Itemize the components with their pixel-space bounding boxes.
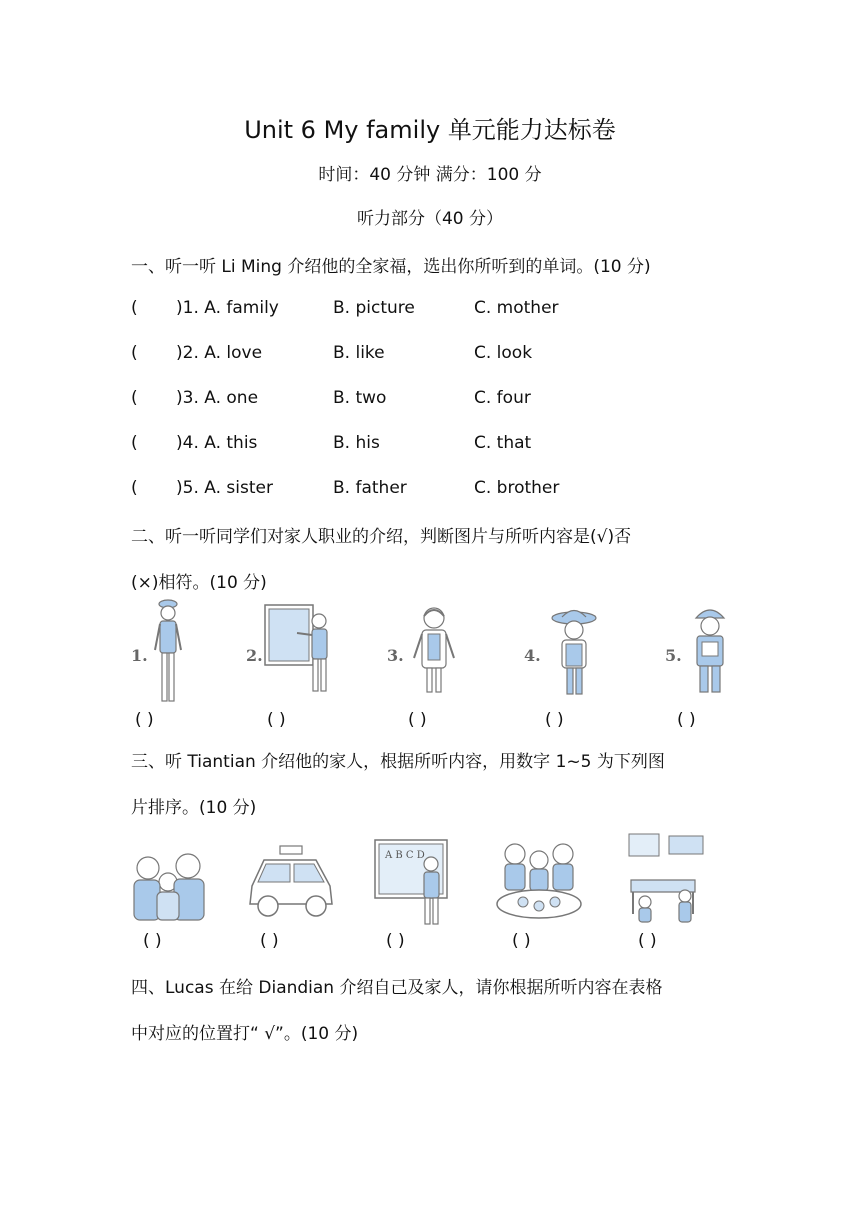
option-c: C. four <box>474 388 531 408</box>
section1-heading: 一、听一听 Li Ming 介绍他的全家福，选出你所听到的单词。(10 分) <box>131 257 651 277</box>
section4-heading-line1: 四、Lucas 在给 Diandian 介绍自己及家人，请你根据所听内容在表格 <box>131 978 663 998</box>
option-c: C. look <box>474 343 533 363</box>
section3-heading-line1: 三、听 Tiantian 介绍他的家人，根据所听内容，用数字 1~5 为下列图 <box>131 752 665 772</box>
option-a: )2. A. love <box>176 343 263 363</box>
option-b: B. picture <box>333 298 415 318</box>
answer-blank[interactable]: ( ) <box>512 931 531 951</box>
police-officer-icon <box>150 598 186 708</box>
part-title: 听力部分（40 分） <box>356 209 504 229</box>
worker-with-helmet-icon <box>686 602 734 698</box>
option-c: C. mother <box>474 298 559 318</box>
teacher-at-board-icon <box>263 603 335 698</box>
page-title: Unit 6 My family 单元能力达标卷 <box>244 116 616 144</box>
section4-heading-line2: 中对应的位置打“ √”。(10 分) <box>131 1024 359 1044</box>
option-b: B. father <box>333 478 407 498</box>
answer-blank[interactable]: ( <box>131 298 138 318</box>
option-a: )5. A. sister <box>176 478 273 498</box>
hospital-room-icon <box>625 830 709 924</box>
answer-blank[interactable]: ( ) <box>638 931 657 951</box>
option-c: C. that <box>474 433 532 453</box>
answer-blank[interactable]: ( <box>131 343 138 363</box>
answer-blank[interactable]: ( <box>131 478 138 498</box>
option-b: B. like <box>333 343 385 363</box>
section2-heading-line2: (×)相符。(10 分) <box>131 573 267 593</box>
farmer-with-hat-icon <box>546 606 602 698</box>
taxi-car-icon <box>244 842 338 922</box>
answer-blank[interactable]: ( ) <box>545 710 564 730</box>
picture-number: 4. <box>524 646 541 665</box>
section3-heading-line2: 片排序。(10 分) <box>131 798 257 818</box>
picture-number: 1. <box>131 646 148 665</box>
family-dinner-icon <box>493 838 585 922</box>
answer-blank[interactable]: ( ) <box>260 931 279 951</box>
answer-blank[interactable]: ( ) <box>143 931 162 951</box>
picture-number: 2. <box>246 646 263 665</box>
teacher-at-abcd-board-icon <box>373 838 453 930</box>
option-b: B. his <box>333 433 380 453</box>
answer-blank[interactable]: ( ) <box>408 710 427 730</box>
answer-blank[interactable]: ( ) <box>267 710 286 730</box>
answer-blank[interactable]: ( ) <box>677 710 696 730</box>
family-portrait-icon <box>130 848 210 924</box>
option-a: )4. A. this <box>176 433 258 453</box>
option-b: B. two <box>333 388 387 408</box>
option-a: )3. A. one <box>176 388 259 408</box>
doctor-icon <box>408 604 460 696</box>
picture-number: 5. <box>665 646 682 665</box>
answer-blank[interactable]: ( ) <box>135 710 154 730</box>
board-text: A B C D <box>385 850 425 861</box>
option-a: )1. A. family <box>176 298 279 318</box>
picture-number: 3. <box>387 646 404 665</box>
section2-heading-line1: 二、听一听同学们对家人职业的介绍，判断图片与所听内容是(√)否 <box>131 527 632 547</box>
answer-blank[interactable]: ( <box>131 433 138 453</box>
answer-blank[interactable]: ( ) <box>386 931 405 951</box>
answer-blank[interactable]: ( <box>131 388 138 408</box>
option-c: C. brother <box>474 478 560 498</box>
time-and-score: 时间：40 分钟 满分：100 分 <box>318 165 542 185</box>
